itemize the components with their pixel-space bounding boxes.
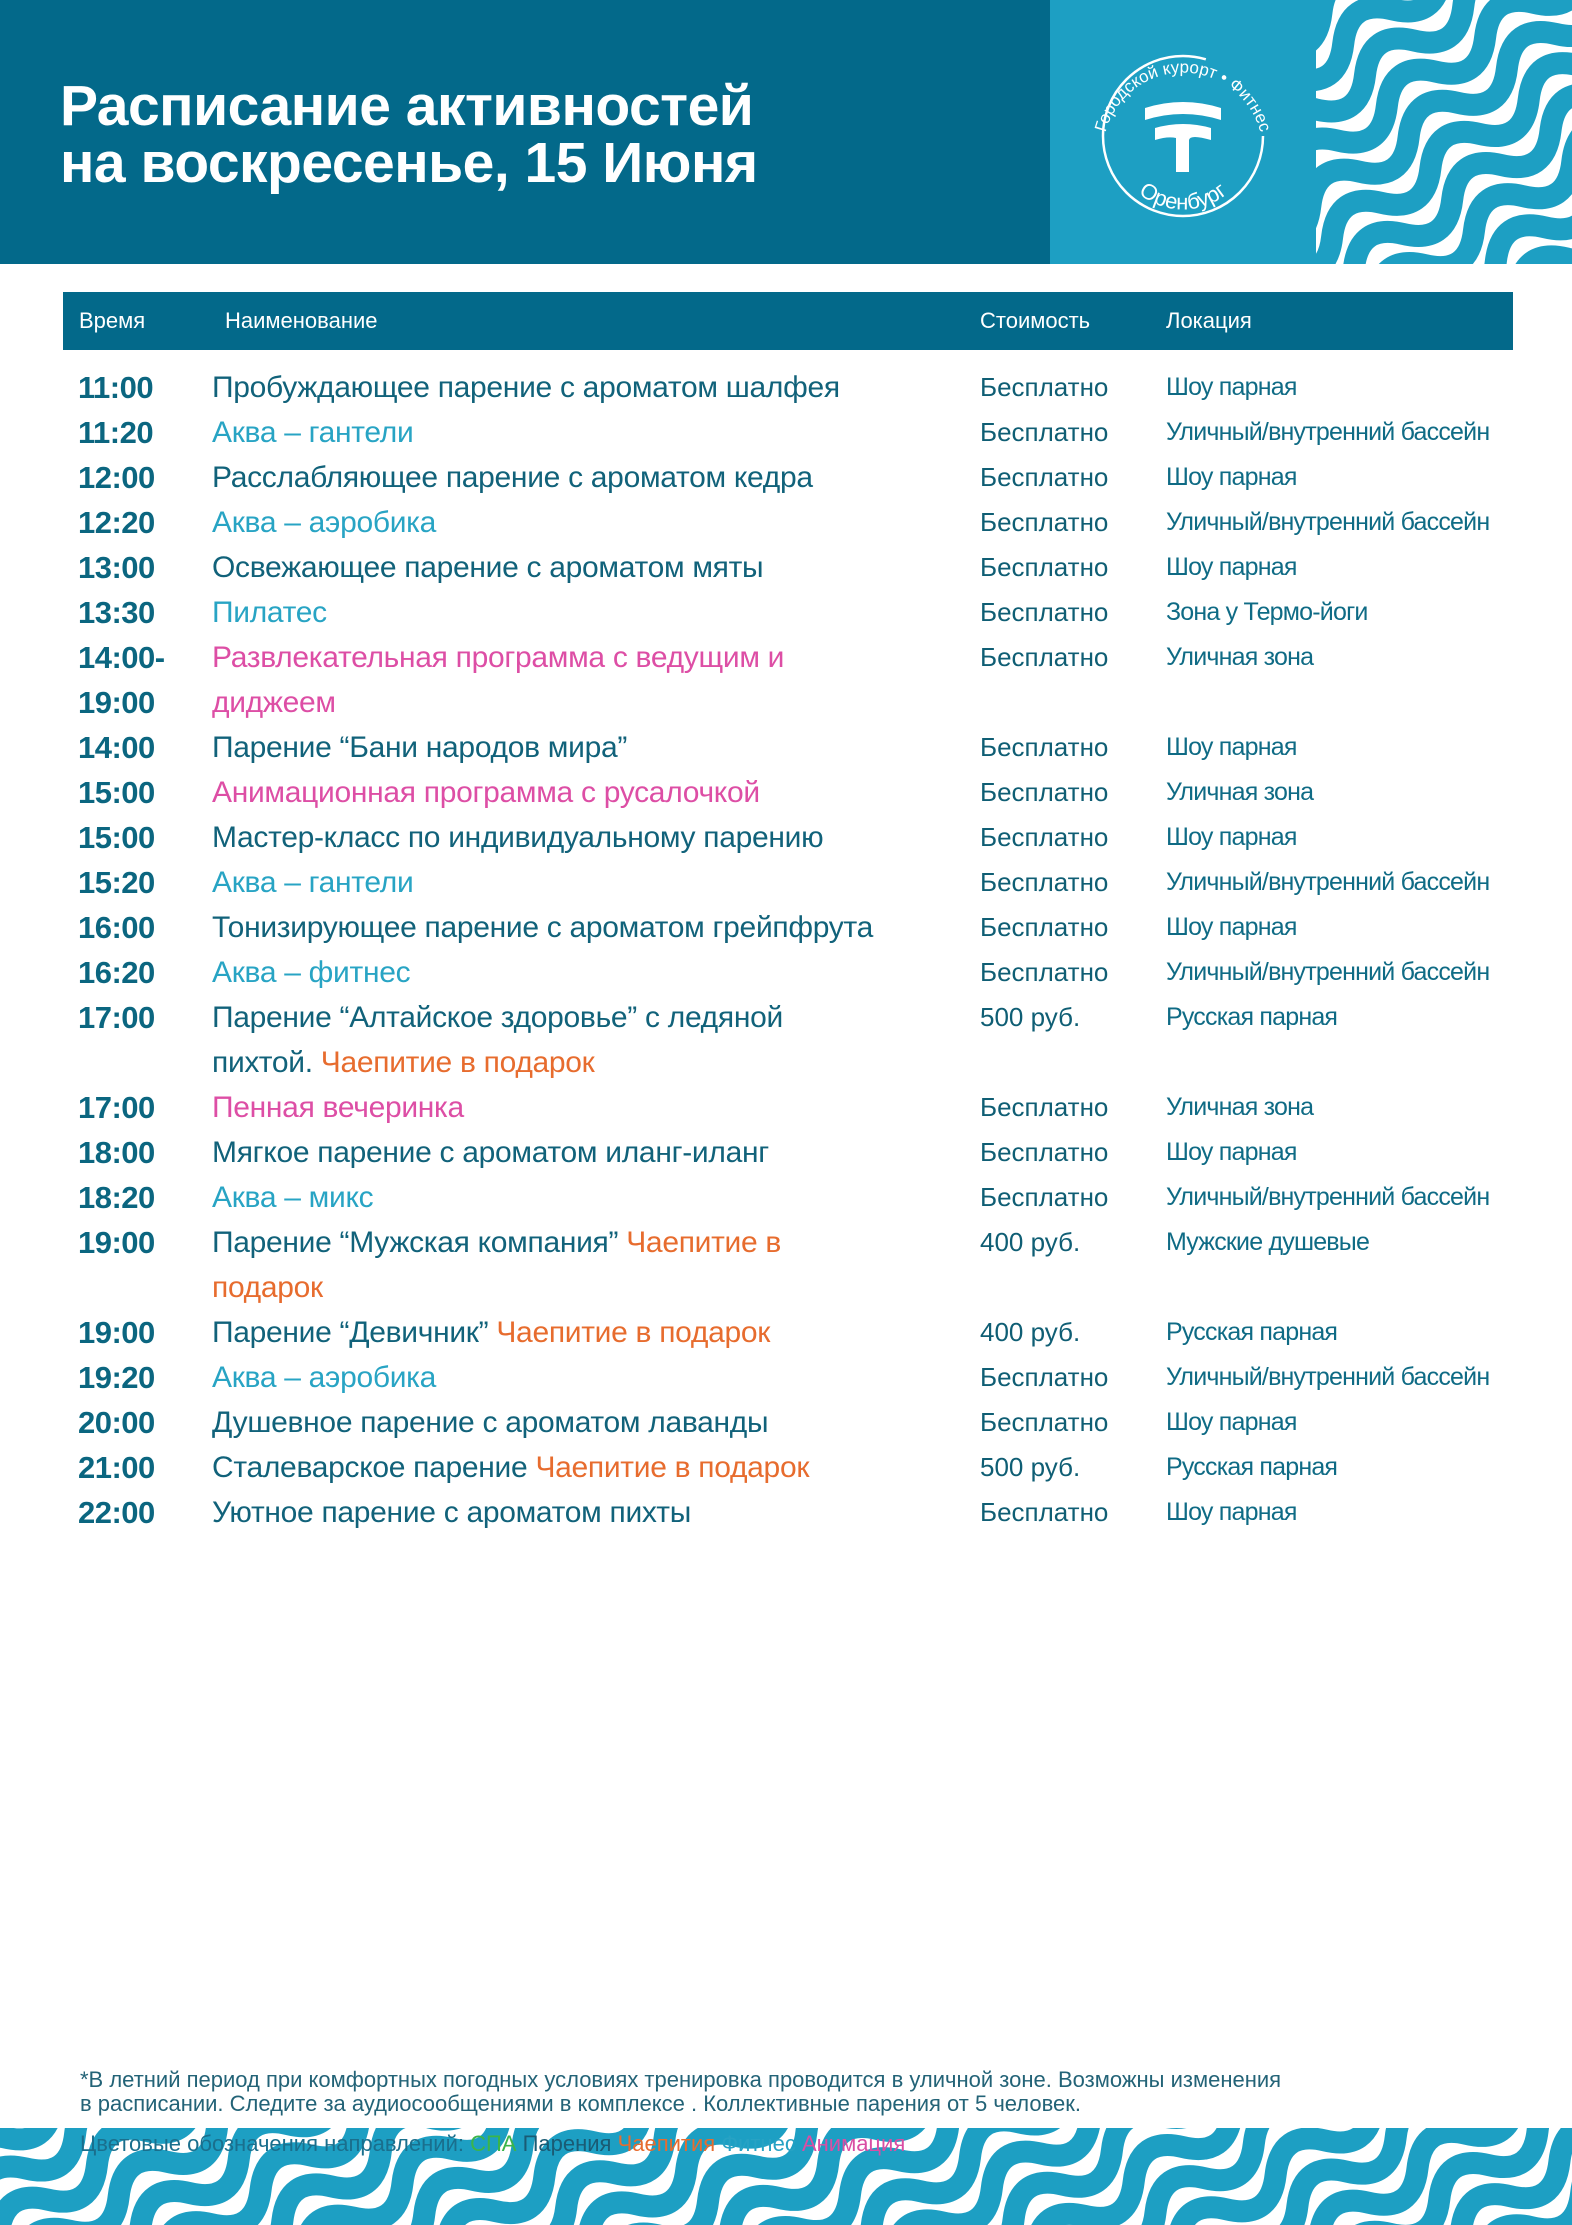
schedule-row	[0, 1355, 1572, 1400]
row-time	[78, 950, 208, 995]
row-time-line: 14:00-	[78, 640, 165, 675]
row-time-line: 22:00	[78, 1495, 155, 1530]
row-price: 400 руб.	[980, 1317, 1081, 1347]
row-time-line: 20:00	[78, 1405, 155, 1440]
tea-gift-label: Чаепитие в подарок	[320, 1046, 595, 1079]
row-time-line: 15:00	[78, 820, 155, 855]
row-activity-line	[212, 545, 952, 590]
row-activity-name	[212, 770, 952, 815]
legend-fitness: Фитнес	[721, 2131, 796, 2156]
row-location: Зона у Термо-йоги	[1166, 598, 1368, 626]
row-activity-name	[212, 995, 952, 1085]
activity-text: Душевное парение с ароматом лаванды	[212, 1406, 769, 1439]
row-price: Бесплатно	[980, 732, 1109, 762]
activity-text: Парение “Бани народов мира”	[212, 731, 628, 764]
row-time	[78, 1220, 208, 1265]
row-activity-name	[212, 500, 952, 545]
row-activity-line	[212, 1265, 952, 1310]
column-header-time: Время	[79, 308, 146, 333]
row-price: Бесплатно	[980, 1137, 1109, 1167]
tea-gift-label: подарок	[212, 1271, 323, 1304]
row-time	[78, 1310, 208, 1355]
tea-gift-label: Чаепитие в подарок	[535, 1451, 810, 1484]
row-location: Уличный/внутренний бассейн	[1166, 868, 1490, 896]
row-price: Бесплатно	[980, 1182, 1109, 1212]
legend-label: Цветовые обозначения направлений:	[80, 2131, 471, 2156]
row-time-line: 19:00	[78, 685, 155, 720]
row-price: Бесплатно	[980, 1407, 1109, 1437]
row-activity-name	[212, 1400, 952, 1445]
row-activity-name	[212, 1355, 952, 1400]
row-time-line: 17:00	[78, 1000, 155, 1035]
row-activity-name	[212, 950, 952, 995]
row-time-line: 16:00	[78, 910, 155, 945]
row-activity-name	[212, 1220, 952, 1310]
svg-text:Городской курорт • Фитнес	[1091, 58, 1275, 135]
activity-text: Уютное парение с ароматом пихты	[212, 1496, 691, 1529]
activity-text: Аква – фитнес	[212, 956, 411, 989]
row-activity-line	[212, 1040, 952, 1085]
row-activity-name	[212, 860, 952, 905]
schedule-row	[0, 905, 1572, 950]
schedule-row	[0, 635, 1572, 725]
row-time	[78, 815, 208, 860]
row-location: Шоу парная	[1166, 733, 1297, 761]
legend-spa: СПА	[470, 2131, 517, 2156]
row-activity-line	[212, 1355, 952, 1400]
row-time	[78, 455, 208, 500]
activity-text: Парение “Алтайское здоровье” с ледяной	[212, 1001, 783, 1034]
activity-text: Пенная вечеринка	[212, 1091, 464, 1124]
title-line-1: Расписание активностей	[60, 74, 754, 138]
row-price: Бесплатно	[980, 867, 1109, 897]
row-activity-name	[212, 1085, 952, 1130]
row-activity-line	[212, 1175, 952, 1220]
row-price: Бесплатно	[980, 507, 1109, 537]
row-time-line: 17:00	[78, 1090, 155, 1125]
row-activity-line	[212, 995, 952, 1040]
schedule-row	[0, 1490, 1572, 1535]
wave-pattern	[1316, 0, 1572, 264]
row-activity-line	[212, 500, 952, 545]
schedule-row	[0, 590, 1572, 635]
header-banner	[0, 0, 1572, 264]
row-price: Бесплатно	[980, 777, 1109, 807]
table-header	[63, 292, 1513, 350]
footnote	[80, 2068, 1480, 2116]
row-time-line: 19:00	[78, 1225, 155, 1260]
activity-text: Аква – аэробика	[212, 506, 437, 539]
activity-text: Мягкое парение с ароматом иланг-иланг	[212, 1136, 769, 1169]
row-location: Уличная зона	[1166, 778, 1314, 806]
schedule-row	[0, 860, 1572, 905]
activity-text: Тонизирующее парение с ароматом грейпфрута	[212, 911, 873, 944]
row-time	[78, 1130, 208, 1175]
row-time	[78, 590, 208, 635]
logo-bottom-text: Оренбург	[1135, 176, 1231, 215]
schedule-row	[0, 455, 1572, 500]
row-location: Шоу парная	[1166, 823, 1297, 851]
row-activity-line	[212, 770, 952, 815]
row-time-line: 15:00	[78, 775, 155, 810]
schedule-row	[0, 365, 1572, 410]
row-price: 500 руб.	[980, 1452, 1081, 1482]
row-activity-name	[212, 1490, 952, 1535]
row-activity-name	[212, 455, 952, 500]
activity-text: Развлекательная программа с ведущим и	[212, 641, 785, 674]
row-activity-name	[212, 815, 952, 860]
row-activity-line	[212, 365, 952, 410]
row-location: Русская парная	[1166, 1453, 1338, 1481]
row-time-line: 13:00	[78, 550, 155, 585]
activity-text: Аква – аэробика	[212, 1361, 437, 1394]
activity-text: Пилатес	[212, 596, 327, 629]
row-activity-line	[212, 410, 952, 455]
row-time	[78, 1175, 208, 1220]
row-time	[78, 995, 208, 1040]
schedule-row	[0, 500, 1572, 545]
row-time-line: 18:20	[78, 1180, 155, 1215]
row-time	[78, 1490, 208, 1535]
row-location: Шоу парная	[1166, 913, 1297, 941]
row-time	[78, 1445, 208, 1490]
activity-text: Парение “Девичник”	[212, 1316, 497, 1349]
row-activity-name	[212, 725, 952, 770]
footnote-line-1: *В летний период при комфортных погодных условиях тренировка проводится в уличной зоне. Возможны изменения	[80, 2067, 1282, 2092]
logo-top-text: Городской курорт • Фитнес	[1091, 57, 1275, 134]
activity-text: Расслабляющее парение с ароматом кедра	[212, 461, 813, 494]
row-time	[78, 410, 208, 455]
row-price: Бесплатно	[980, 642, 1109, 672]
schedule-row	[0, 950, 1572, 995]
row-time-line: 14:00	[78, 730, 155, 765]
row-activity-line	[212, 1400, 952, 1445]
row-time	[78, 365, 208, 410]
row-price: Бесплатно	[980, 1092, 1109, 1122]
schedule-row	[0, 1085, 1572, 1130]
row-price: Бесплатно	[980, 597, 1109, 627]
tea-gift-label: Чаепитие в подарок	[496, 1316, 771, 1349]
row-activity-line	[212, 635, 952, 680]
schedule-row	[0, 410, 1572, 455]
row-time	[78, 1355, 208, 1400]
schedule-row	[0, 1220, 1572, 1310]
row-activity-line	[212, 1490, 952, 1535]
row-time-line: 19:20	[78, 1360, 155, 1395]
row-location: Шоу парная	[1166, 373, 1297, 401]
row-activity-name	[212, 1310, 952, 1355]
column-header-price: Стоимость	[980, 308, 1091, 333]
row-price: Бесплатно	[980, 822, 1109, 852]
row-activity-line	[212, 860, 952, 905]
row-location: Уличная зона	[1166, 1093, 1314, 1121]
row-activity-line	[212, 1445, 952, 1490]
row-time	[78, 860, 208, 905]
footnote-line-2: в расписании. Следите за аудиосообщениями в комплексе . Коллективные парения от 5 человек.	[80, 2091, 1082, 2116]
row-location: Уличный/внутренний бассейн	[1166, 1363, 1490, 1391]
row-activity-line	[212, 950, 952, 995]
row-activity-name	[212, 590, 952, 635]
column-header-location: Локация	[1166, 308, 1252, 333]
schedule-row	[0, 545, 1572, 590]
legend-animation: Анимация	[801, 2131, 906, 2156]
row-price: Бесплатно	[980, 372, 1109, 402]
wave-pattern-graphic	[1316, 0, 1572, 264]
row-price: Бесплатно	[980, 417, 1109, 447]
row-time-line: 13:30	[78, 595, 155, 630]
row-time	[78, 725, 208, 770]
row-time	[78, 770, 208, 815]
row-time	[78, 1400, 208, 1445]
row-location: Уличный/внутренний бассейн	[1166, 958, 1490, 986]
row-activity-name	[212, 410, 952, 455]
row-activity-name	[212, 1175, 952, 1220]
row-activity-name	[212, 1130, 952, 1175]
title-line-2: на воскресенье, 15 Июня	[60, 131, 758, 195]
row-activity-line	[212, 905, 952, 950]
row-time-line: 21:00	[78, 1450, 155, 1485]
schedule-row	[0, 1400, 1572, 1445]
activity-text: Аква – гантели	[212, 866, 414, 899]
column-header-name: Наименование	[225, 308, 378, 333]
row-location: Шоу парная	[1166, 1138, 1297, 1166]
legend-tea: Чаепития	[617, 2131, 716, 2156]
row-time-line: 16:20	[78, 955, 155, 990]
schedule-row	[0, 770, 1572, 815]
row-location: Шоу парная	[1166, 553, 1297, 581]
row-time	[78, 635, 208, 725]
schedule-row	[0, 1175, 1572, 1220]
row-time-line: 11:00	[78, 370, 154, 405]
row-time-line: 12:00	[78, 460, 155, 495]
row-activity-line	[212, 590, 952, 635]
schedule-row	[0, 815, 1572, 860]
row-time-line: 12:20	[78, 505, 155, 540]
row-activity-line	[212, 680, 952, 725]
row-price: 500 руб.	[980, 1002, 1081, 1032]
row-location: Уличный/внутренний бассейн	[1166, 1183, 1490, 1211]
page-title	[60, 74, 758, 195]
row-time-line: 18:00	[78, 1135, 155, 1170]
row-activity-line	[212, 455, 952, 500]
activity-text: Освежающее парение с ароматом мяты	[212, 551, 764, 584]
schedule-row	[0, 1130, 1572, 1175]
row-location: Шоу парная	[1166, 463, 1297, 491]
row-price: Бесплатно	[980, 462, 1109, 492]
row-price: Бесплатно	[980, 957, 1109, 987]
row-time-line: 15:20	[78, 865, 155, 900]
row-location: Русская парная	[1166, 1318, 1338, 1346]
row-activity-line	[212, 1130, 952, 1175]
activity-text: Сталеварское парение	[212, 1451, 536, 1484]
row-time-line: 11:20	[78, 415, 154, 450]
tea-gift-label: Чаепитие в	[626, 1226, 782, 1259]
legend-steam: Парения	[522, 2131, 612, 2156]
row-price: 400 руб.	[980, 1227, 1081, 1257]
schedule-table	[0, 365, 1572, 1535]
row-time-line: 19:00	[78, 1315, 155, 1350]
row-time	[78, 500, 208, 545]
logo-panel	[1050, 0, 1316, 264]
activity-text: диджеем	[212, 686, 336, 719]
row-price: Бесплатно	[980, 912, 1109, 942]
activity-text: Аква – микс	[212, 1181, 374, 1214]
activity-text: Пробуждающее парение с ароматом шалфея	[212, 371, 840, 404]
row-time	[78, 545, 208, 590]
row-activity-line	[212, 1310, 952, 1355]
activity-text: Мастер-класс по индивидуальному парению	[212, 821, 824, 854]
row-time	[78, 1085, 208, 1130]
activity-text: пихтой.	[212, 1046, 321, 1079]
schedule-row	[0, 725, 1572, 770]
activity-text: Анимационная программа с русалочкой	[212, 776, 760, 809]
schedule-row	[0, 1445, 1572, 1490]
row-activity-name	[212, 905, 952, 950]
row-location: Шоу парная	[1166, 1498, 1297, 1526]
row-location: Шоу парная	[1166, 1408, 1297, 1436]
row-time	[78, 905, 208, 950]
row-activity-line	[212, 1220, 952, 1265]
color-legend	[80, 2131, 905, 2157]
resort-logo-icon	[1050, 0, 1316, 264]
activity-text: Аква – гантели	[212, 416, 414, 449]
activity-text: Парение “Мужская компания”	[212, 1226, 627, 1259]
row-activity-name	[212, 635, 952, 725]
row-location: Мужские душевые	[1166, 1228, 1370, 1256]
row-location: Уличная зона	[1166, 643, 1314, 671]
row-activity-line	[212, 725, 952, 770]
row-location: Русская парная	[1166, 1003, 1338, 1031]
row-price: Бесплатно	[980, 1497, 1109, 1527]
schedule-row	[0, 995, 1572, 1085]
row-activity-name	[212, 1445, 952, 1490]
row-location: Уличный/внутренний бассейн	[1166, 418, 1490, 446]
row-activity-line	[212, 815, 952, 860]
row-price: Бесплатно	[980, 1362, 1109, 1392]
schedule-row	[0, 1310, 1572, 1355]
row-activity-line	[212, 1085, 952, 1130]
row-price: Бесплатно	[980, 552, 1109, 582]
row-activity-name	[212, 545, 952, 590]
row-activity-name	[212, 365, 952, 410]
row-location: Уличный/внутренний бассейн	[1166, 508, 1490, 536]
